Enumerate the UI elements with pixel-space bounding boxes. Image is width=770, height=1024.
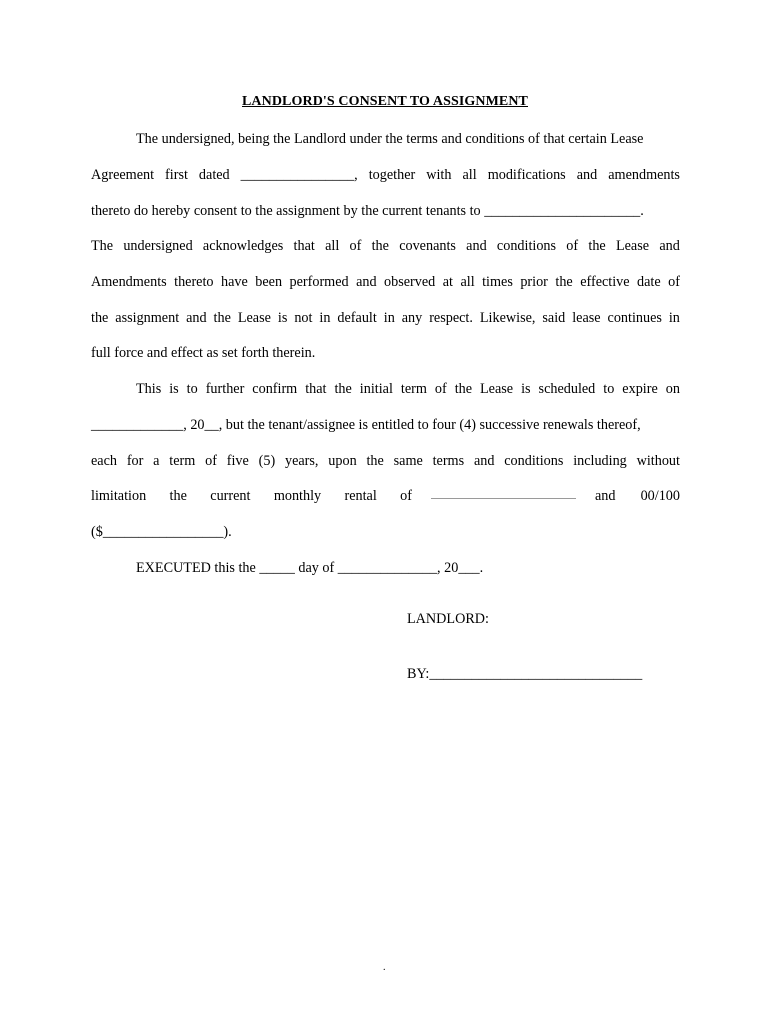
word: This — [136, 381, 162, 397]
word: Likewise, — [479, 310, 536, 326]
word: all — [460, 274, 475, 290]
word: the — [555, 274, 573, 290]
word: in — [319, 310, 331, 326]
word: all — [325, 238, 340, 254]
executed-line: EXECUTED this the _____ day of ______________, 20___. — [136, 560, 484, 576]
word: terms — [432, 453, 465, 469]
word: performed — [289, 274, 349, 290]
word: to — [603, 381, 615, 397]
word: default — [337, 310, 377, 326]
word: assignment — [115, 310, 180, 326]
word: the — [588, 238, 606, 254]
word: dated — [198, 167, 230, 183]
word: of — [566, 238, 579, 254]
word: date — [637, 274, 661, 290]
word: the — [334, 381, 352, 397]
word: rental — [344, 488, 377, 504]
rental-amount-blank — [431, 488, 576, 499]
word: and — [595, 488, 616, 504]
word: of — [205, 453, 217, 469]
word: initial — [359, 381, 393, 397]
word: not — [294, 310, 313, 326]
word: ________________, — [240, 167, 358, 183]
word: amendments — [608, 167, 680, 183]
word: first — [165, 167, 188, 183]
word: each — [91, 453, 117, 469]
word: said — [542, 310, 566, 326]
word: that — [305, 381, 327, 397]
word: the — [91, 310, 109, 326]
document-title: LANDLORD'S CONSENT TO ASSIGNMENT — [241, 94, 528, 109]
word: confirm — [252, 381, 298, 397]
word: and — [466, 238, 487, 254]
word: conditions — [504, 453, 564, 469]
word: undersigned — [123, 238, 193, 254]
word: in — [668, 310, 680, 326]
word: prior — [520, 274, 548, 290]
word: modifications — [487, 167, 566, 183]
word: is — [521, 381, 531, 397]
word: thereto — [174, 274, 214, 290]
word: monthly — [273, 488, 322, 504]
word: is — [277, 310, 288, 326]
word: including — [573, 453, 627, 469]
word: for — [126, 453, 144, 469]
word: and — [186, 310, 207, 326]
word: of — [400, 488, 412, 504]
word: of — [349, 238, 362, 254]
landlord-label: LANDLORD: — [407, 611, 489, 627]
word: times — [482, 274, 513, 290]
word: years, — [284, 453, 319, 469]
paragraph1-line1: The undersigned, being the Landlord under the terms and conditions of that certain Lease — [136, 131, 644, 147]
word: lease — [572, 310, 601, 326]
word: the — [169, 488, 187, 504]
word: at — [442, 274, 453, 290]
word: Agreement — [91, 167, 155, 183]
paragraph2-line1 — [136, 379, 680, 399]
word: expire — [622, 381, 658, 397]
word: to — [186, 381, 198, 397]
word: respect. — [429, 310, 473, 326]
word: observed — [384, 274, 436, 290]
word: continues — [607, 310, 662, 326]
word: Lease — [237, 310, 271, 326]
word: scheduled — [538, 381, 596, 397]
word: five — [226, 453, 249, 469]
paragraph2-line5: ($_________________). — [91, 524, 232, 540]
word: together — [368, 167, 416, 183]
word: limitation — [91, 488, 147, 504]
word: with — [426, 167, 452, 183]
rental-words — [91, 486, 412, 506]
word: that — [293, 238, 315, 254]
word: term — [169, 453, 196, 469]
word: any — [401, 310, 423, 326]
word: further — [205, 381, 245, 397]
word: 00/100 — [640, 488, 680, 504]
word: all — [462, 167, 477, 183]
word: without — [636, 453, 680, 469]
word: been — [255, 274, 283, 290]
word: the — [454, 381, 473, 397]
paragraph1-line3: thereto do hereby consent to the assignment by the current tenants to ______________________. — [91, 203, 644, 219]
word: of — [434, 381, 447, 397]
word: same — [393, 453, 423, 469]
word: in — [383, 310, 395, 326]
word: have — [220, 274, 248, 290]
word: upon — [328, 453, 357, 469]
word: of — [668, 274, 680, 290]
word: the — [371, 238, 389, 254]
word: current — [210, 488, 251, 504]
word: and — [473, 453, 495, 469]
word: conditions — [496, 238, 557, 254]
word: is — [169, 381, 179, 397]
word: and — [356, 274, 377, 290]
word: a — [153, 453, 160, 469]
word: Amendments — [91, 274, 167, 290]
word: Lease — [615, 238, 650, 254]
word: the — [213, 310, 231, 326]
paragraph1-line7: full force and effect as set forth therein. — [91, 345, 316, 361]
word: term — [400, 381, 427, 397]
rental-cents-words — [595, 486, 680, 506]
paragraph2-line3 — [91, 451, 680, 471]
word: on — [665, 381, 680, 397]
word: covenants — [399, 238, 456, 254]
paragraph2-line2: _____________, 20__, but the tenant/assignee is entitled to four (4) successive renewals thereof, — [91, 417, 641, 433]
word: and — [576, 167, 598, 183]
word: The — [91, 238, 114, 254]
signature-line: BY:______________________________ — [407, 666, 643, 682]
paragraph1-line6 — [91, 308, 680, 328]
word: acknowledges — [202, 238, 284, 254]
footer-mark: . — [383, 962, 386, 973]
paragraph1-line5 — [91, 272, 680, 292]
word: and — [659, 238, 680, 254]
paragraph1-line2 — [91, 165, 680, 185]
word: Lease — [480, 381, 514, 397]
word: the — [366, 453, 384, 469]
word: (5) — [258, 453, 276, 469]
paragraph1-line4 — [91, 236, 680, 256]
word: effective — [580, 274, 630, 290]
